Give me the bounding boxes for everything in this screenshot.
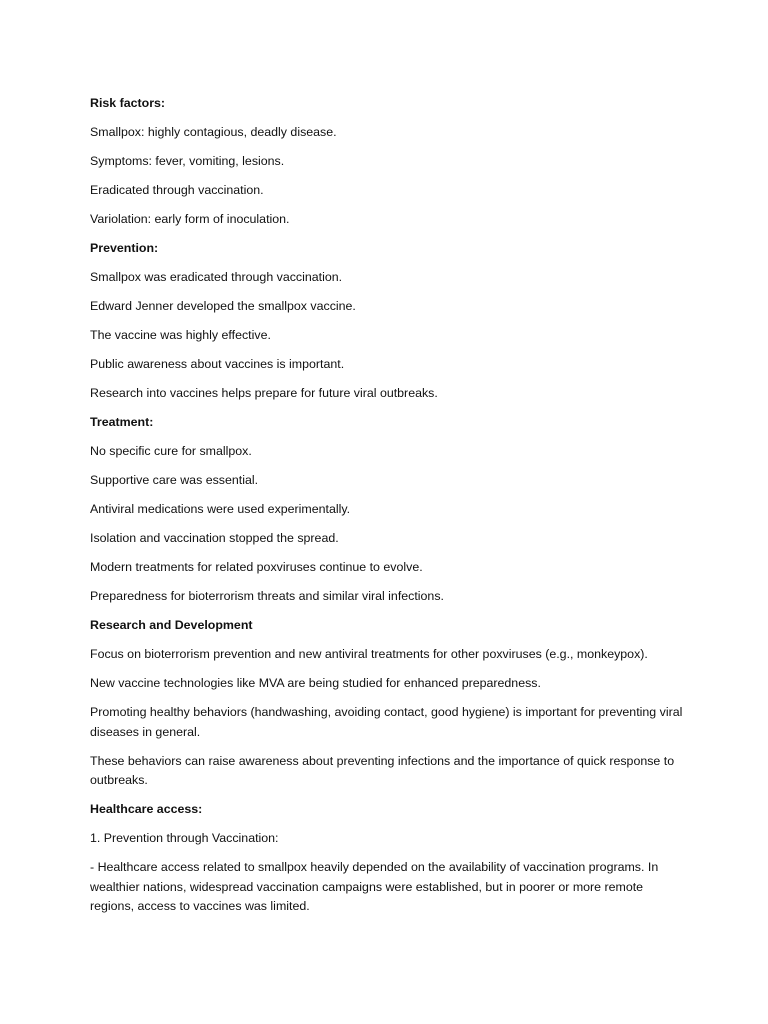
section-heading-research-and-development: Research and Development (90, 618, 253, 632)
paragraph: Modern treatments for related poxviruses continue to evolve. (90, 560, 423, 574)
paragraph: Isolation and vaccination stopped the spread. (90, 531, 339, 545)
paragraph: Variolation: early form of inoculation. (90, 212, 290, 226)
paragraph: These behaviors can raise awareness about preventing infections and the importance of quick response to outbreaks. (90, 753, 675, 787)
paragraph: Eradicated through vaccination. (90, 183, 264, 197)
paragraph: Smallpox: highly contagious, deadly disease. (90, 125, 337, 139)
paragraph: 1. Prevention through Vaccination: (90, 831, 279, 845)
section-heading-treatment: Treatment: (90, 415, 154, 429)
paragraph: Research into vaccines helps prepare for future viral outbreaks. (90, 386, 438, 400)
paragraph: Supportive care was essential. (90, 473, 259, 487)
section-heading-healthcare-access: Healthcare access: (90, 802, 203, 816)
paragraph: Symptoms: fever, vomiting, lesions. (90, 154, 285, 168)
paragraph: - Healthcare access related to smallpox heavily depended on the availability of vaccination programs. In wealthier nations, widespread vaccination campaigns were established, but in poorer or more remote regions, access to vaccines was limited. (90, 860, 659, 913)
document-page (90, 94, 690, 926)
paragraph: New vaccine technologies like MVA are being studied for enhanced preparedness. (90, 676, 541, 690)
section-heading-prevention: Prevention: (90, 241, 159, 255)
section-heading-risk-factors: Risk factors: (90, 96, 166, 110)
paragraph: The vaccine was highly effective. (90, 328, 271, 342)
paragraph: No specific cure for smallpox. (90, 444, 252, 458)
paragraph: Preparedness for bioterrorism threats and similar viral infections. (90, 589, 444, 603)
paragraph: Antiviral medications were used experimentally. (90, 502, 351, 516)
paragraph: Focus on bioterrorism prevention and new antiviral treatments for other poxviruses (e.g., monkeypox). (90, 647, 648, 661)
paragraph: Public awareness about vaccines is important. (90, 357, 345, 371)
paragraph: Promoting healthy behaviors (handwashing, avoiding contact, good hygiene) is important for preventing viral diseases in general. (90, 705, 683, 739)
paragraph: Edward Jenner developed the smallpox vaccine. (90, 299, 356, 313)
paragraph: Smallpox was eradicated through vaccination. (90, 270, 343, 284)
